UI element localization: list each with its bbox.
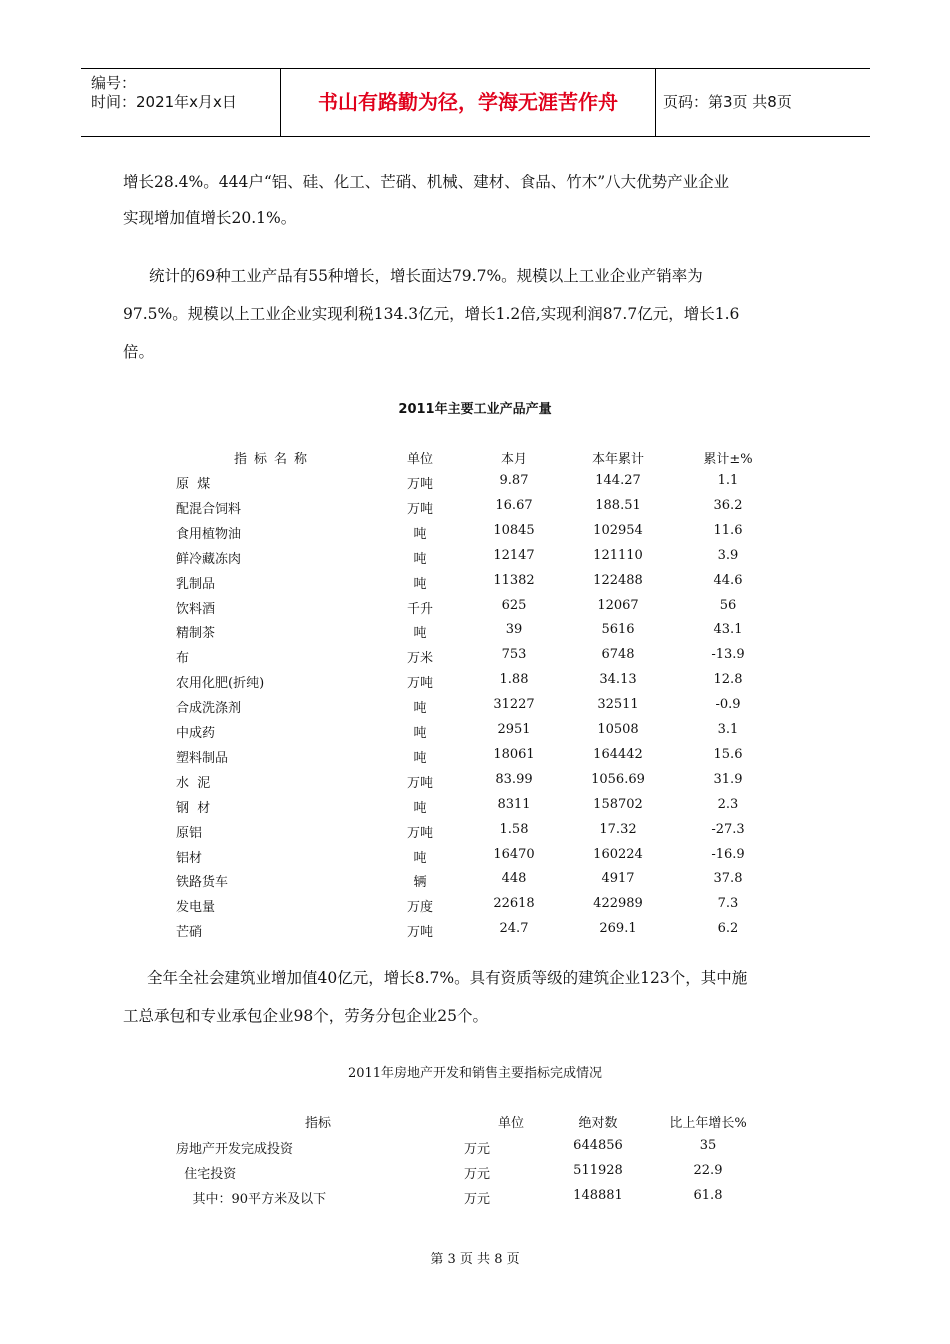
cell-unit: 吨 [413, 626, 427, 641]
cell-indicator: 乳制品 [176, 577, 216, 592]
table-row [0, 1163, 950, 1183]
table-row [0, 1188, 950, 1208]
cell-change: 12.8 [713, 672, 743, 687]
cell-month: 16.67 [495, 498, 533, 513]
cell-change: 2.3 [717, 797, 739, 812]
cell-indicator: 塑料制品 [176, 751, 229, 766]
cell-unit: 吨 [413, 726, 427, 741]
cell-month: 753 [501, 647, 527, 662]
cell-month: 16470 [493, 847, 535, 862]
table-row [0, 473, 950, 493]
cell-ytd: 12067 [597, 598, 639, 613]
cell-ytd: 269.1 [599, 921, 637, 936]
cell-unit: 吨 [413, 751, 427, 766]
cell-unit: 万元 [464, 1142, 491, 1157]
paragraph-line: 统计的69种工业产品有55种增长，增长面达79.7%。规模以上工业企业产销率为 [149, 267, 703, 285]
cell-ytd: 102954 [593, 523, 643, 538]
table-row [0, 722, 950, 742]
header-growth: 比上年增长% [669, 1116, 747, 1131]
table-header-row [0, 1112, 950, 1132]
table-row [0, 598, 950, 618]
cell-indicator: 房地产开发完成投资 [176, 1142, 294, 1157]
cell-month: 18061 [493, 747, 535, 762]
cell-indicator: 钢 材 [176, 801, 211, 816]
cell-indicator: 其中：90平方米及以下 [176, 1192, 327, 1207]
table2-title: 2011年房地产开发和销售主要指标完成情况 [347, 1066, 603, 1081]
header-page-number: 页码：第3页 共8页 [663, 93, 792, 111]
table-row [0, 498, 950, 518]
header-indicator: 指标 [305, 1116, 332, 1131]
table1-title: 2011年主要工业产品产量 [398, 402, 552, 417]
cell-ytd: 164442 [593, 747, 643, 762]
cell-indicator: 中成药 [176, 726, 216, 741]
cell-indicator: 食用植物油 [176, 527, 242, 542]
cell-indicator: 原 煤 [176, 477, 211, 492]
cell-month: 24.7 [499, 921, 529, 936]
cell-change: 36.2 [713, 498, 743, 513]
cell-ytd: 1056.69 [591, 772, 645, 787]
cell-indicator: 铝材 [176, 851, 203, 866]
cell-unit: 千升 [406, 602, 433, 617]
cell-change: 15.6 [713, 747, 743, 762]
cell-unit: 吨 [413, 577, 427, 592]
cell-month: 10845 [493, 523, 535, 538]
cell-indicator: 农用化肥(折纯) [176, 676, 265, 691]
cell-change: 3.1 [717, 722, 739, 737]
cell-indicator: 饮料酒 [176, 602, 216, 617]
table-row [0, 697, 950, 717]
table-header-row [0, 448, 950, 468]
cell-unit: 万吨 [406, 925, 433, 940]
cell-change: -0.9 [715, 697, 741, 712]
table-row [0, 548, 950, 568]
cell-growth: 22.9 [693, 1163, 723, 1178]
cell-ytd: 10508 [597, 722, 639, 737]
cell-month: 1.88 [499, 672, 529, 687]
header-indicator: 指标名称 [234, 452, 315, 467]
cell-change: 3.9 [717, 548, 739, 563]
cell-indicator: 铁路货车 [176, 875, 229, 890]
cell-ytd: 32511 [597, 697, 639, 712]
cell-ytd: 122488 [593, 573, 643, 588]
header-change: 累计±% [703, 452, 753, 467]
header-absolute: 绝对数 [578, 1116, 618, 1131]
header-unit: 单位 [406, 452, 433, 467]
cell-unit: 万米 [406, 651, 433, 666]
table-row [0, 672, 950, 692]
cell-month: 31227 [493, 697, 535, 712]
cell-month: 22618 [493, 896, 535, 911]
cell-month: 8311 [497, 797, 531, 812]
cell-unit: 辆 [413, 875, 427, 890]
cell-month: 12147 [493, 548, 535, 563]
cell-unit: 吨 [413, 801, 427, 816]
cell-month: 39 [505, 622, 523, 637]
paragraph-line: 实现增加值增长20.1%。 [123, 209, 297, 227]
cell-change: 1.1 [717, 473, 739, 488]
cell-change: 37.8 [713, 871, 743, 886]
cell-ytd: 34.13 [599, 672, 637, 687]
table-row [0, 772, 950, 792]
cell-indicator: 住宅投资 [176, 1167, 237, 1182]
cell-indicator: 原铝 [176, 826, 203, 841]
cell-indicator: 布 [176, 651, 190, 666]
table-row [0, 747, 950, 767]
cell-change: 6.2 [717, 921, 739, 936]
cell-indicator: 鲜冷藏冻肉 [176, 552, 242, 567]
cell-unit: 吨 [413, 851, 427, 866]
page-footer: 第 3 页 共 8 页 [430, 1252, 520, 1267]
cell-unit: 吨 [413, 552, 427, 567]
cell-unit: 万吨 [406, 502, 433, 517]
table-row [0, 847, 950, 867]
cell-unit: 吨 [413, 527, 427, 542]
table-row [0, 921, 950, 941]
cell-unit: 万吨 [406, 477, 433, 492]
cell-ytd: 188.51 [595, 498, 641, 513]
cell-absolute: 511928 [573, 1163, 623, 1178]
cell-unit: 万吨 [406, 776, 433, 791]
cell-unit: 万度 [406, 900, 433, 915]
cell-indicator: 精制茶 [176, 626, 216, 641]
cell-month: 625 [501, 598, 527, 613]
cell-change: 44.6 [713, 573, 743, 588]
cell-ytd: 17.32 [599, 822, 637, 837]
header-meta [81, 69, 281, 136]
cell-change: -13.9 [711, 647, 745, 662]
header-number: 编号： [91, 74, 137, 92]
header-time: 时间：2021年x月x日 [91, 93, 237, 111]
header-unit: 单位 [498, 1116, 525, 1131]
table-row [0, 523, 950, 543]
table-row [0, 573, 950, 593]
header-month: 本月 [500, 452, 527, 467]
table-row [0, 1138, 950, 1158]
cell-ytd: 121110 [593, 548, 643, 563]
cell-month: 11382 [493, 573, 535, 588]
paragraph-line: 增长28.4%。444户“铝、硅、化工、芒硝、机械、建材、食品、竹木”八大优势产业企业 [123, 173, 730, 191]
paragraph-line: 全年全社会建筑业增加值40亿元，增长8.7%。具有资质等级的建筑企业123个，其中施 [147, 969, 748, 987]
cell-ytd: 158702 [593, 797, 643, 812]
cell-change: 11.6 [713, 523, 743, 538]
cell-ytd: 5616 [601, 622, 635, 637]
cell-month: 9.87 [499, 473, 529, 488]
cell-ytd: 4917 [601, 871, 635, 886]
cell-indicator: 发电量 [176, 900, 216, 915]
cell-ytd: 144.27 [595, 473, 641, 488]
cell-unit: 万元 [464, 1192, 491, 1207]
cell-absolute: 148881 [573, 1188, 623, 1203]
cell-change: -27.3 [711, 822, 745, 837]
cell-ytd: 160224 [593, 847, 643, 862]
paragraph-line: 倍。 [123, 343, 155, 361]
cell-month: 448 [501, 871, 527, 886]
cell-indicator: 合成洗涤剂 [176, 701, 242, 716]
cell-change: 56 [719, 598, 737, 613]
cell-unit: 吨 [413, 701, 427, 716]
cell-month: 2951 [497, 722, 531, 737]
cell-month: 83.99 [495, 772, 533, 787]
paragraph-line: 工总承包和专业承包企业98个，劳务分包企业25个。 [123, 1007, 488, 1025]
table-row [0, 647, 950, 667]
cell-absolute: 644856 [573, 1138, 623, 1153]
table-row [0, 896, 950, 916]
cell-indicator: 水 泥 [176, 776, 211, 791]
cell-ytd: 422989 [593, 896, 643, 911]
table-row [0, 822, 950, 842]
cell-unit: 万吨 [406, 826, 433, 841]
cell-change: 31.9 [713, 772, 743, 787]
table-row [0, 797, 950, 817]
header-ytd: 本年累计 [591, 452, 644, 467]
header-motto: 书山有路勤为径，学海无涯苦作舟 [281, 69, 656, 136]
table-row [0, 622, 950, 642]
cell-growth: 61.8 [693, 1188, 723, 1203]
cell-change: 7.3 [717, 896, 739, 911]
cell-indicator: 配混合饲料 [176, 502, 242, 517]
table-row [0, 871, 950, 891]
cell-month: 1.58 [499, 822, 529, 837]
cell-unit: 万元 [464, 1167, 491, 1182]
cell-growth: 35 [699, 1138, 717, 1153]
paragraph-line: 97.5%。规模以上工业企业实现利税134.3亿元，增长1.2倍,实现利润87.7亿元，增长1.6 [123, 305, 740, 323]
cell-unit: 万吨 [406, 676, 433, 691]
cell-change: -16.9 [711, 847, 745, 862]
page-header [81, 68, 870, 137]
cell-change: 43.1 [713, 622, 743, 637]
cell-indicator: 芒硝 [176, 925, 203, 940]
cell-ytd: 6748 [601, 647, 635, 662]
